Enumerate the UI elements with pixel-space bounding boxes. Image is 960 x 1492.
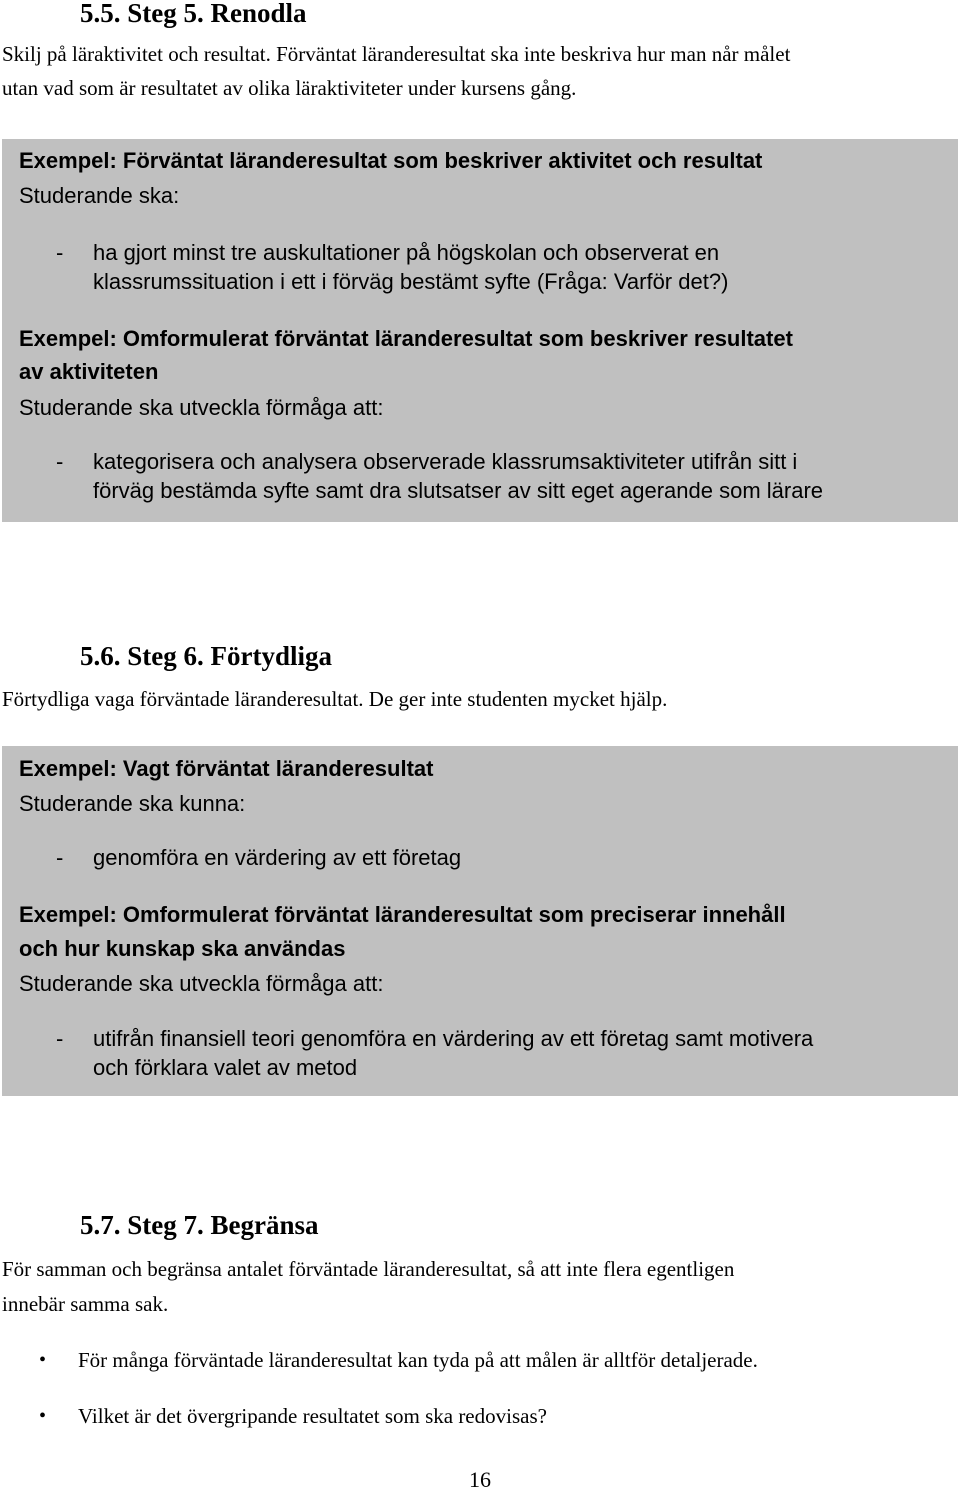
example-lead: Studerande ska: [19, 183, 180, 208]
example-title-line-2: av aktiviteten [19, 359, 159, 384]
section-5-6-intro: Förtydliga vaga förväntade läranderesultat. De ger inte studenten mycket hjälp. [2, 687, 668, 711]
bullet-item: Vilket är det övergripande resultatet som ska redovisas? [78, 1404, 547, 1428]
list-item: genomföra en värdering av ett företag [93, 845, 462, 870]
example-title: Exempel: Vagt förväntat läranderesultat [19, 756, 434, 781]
list-dash: - [56, 449, 64, 474]
example-box-renodla [2, 139, 958, 522]
example-lead: Studerande ska utveckla förmåga att: [19, 395, 384, 420]
bullet-icon: • [39, 1349, 47, 1371]
list-item-line-2: och förklara valet av metod [93, 1055, 358, 1080]
section-heading-5-7: 5.7. Steg 7. Begränsa [80, 1210, 319, 1240]
list-item-line-2: klassrumssituation i ett i förväg bestämt syfte (Fråga: Varför det?) [93, 269, 729, 294]
section-heading-5-5: 5.5. Steg 5. Renodla [80, 0, 307, 28]
section-5-7-intro-line-1: För samman och begränsa antalet förväntade läranderesultat, så att inte flera egentligen [2, 1257, 735, 1281]
page-number: 16 [469, 1467, 491, 1492]
list-dash: - [56, 240, 64, 265]
bullet-icon: • [39, 1405, 47, 1427]
example-lead: Studerande ska utveckla förmåga att: [19, 971, 384, 996]
example-title-line-2: och hur kunskap ska användas [19, 936, 346, 961]
example-lead: Studerande ska kunna: [19, 791, 246, 816]
example-title: Exempel: Förväntat läranderesultat som beskriver aktivitet och resultat [19, 148, 763, 173]
section-heading-5-6: 5.6. Steg 6. Förtydliga [80, 641, 332, 671]
example-box-fortydliga [2, 746, 958, 1096]
list-item-line-1: kategorisera och analysera observerade klassrumsaktiviteter utifrån sitt i [93, 449, 798, 474]
list-item-line-1: utifrån finansiell teori genomföra en värdering av ett företag samt motivera [93, 1026, 814, 1051]
section-5-7-intro-line-2: innebär samma sak. [2, 1292, 169, 1316]
section-5-5-intro-line-1: Skilj på läraktivitet och resultat. Förväntat läranderesultat ska inte beskriva hur man når målet [2, 42, 791, 66]
example-title-line-1: Exempel: Omformulerat förväntat läranderesultat som beskriver resultatet [19, 326, 793, 351]
example-title-line-1: Exempel: Omformulerat förväntat läranderesultat som preciserar innehåll [19, 902, 786, 927]
list-item-line-1: ha gjort minst tre auskultationer på högskolan och observerat en [93, 240, 720, 265]
list-dash: - [56, 845, 64, 870]
bullet-item: För många förväntade läranderesultat kan tyda på att målen är alltför detaljerade. [78, 1348, 758, 1372]
list-item-line-2: förväg bestämda syfte samt dra slutsatser av sitt eget agerande som lärare [93, 478, 824, 503]
list-dash: - [56, 1026, 64, 1051]
section-5-5-intro-line-2: utan vad som är resultatet av olika läraktiviteter under kursens gång. [2, 76, 577, 100]
